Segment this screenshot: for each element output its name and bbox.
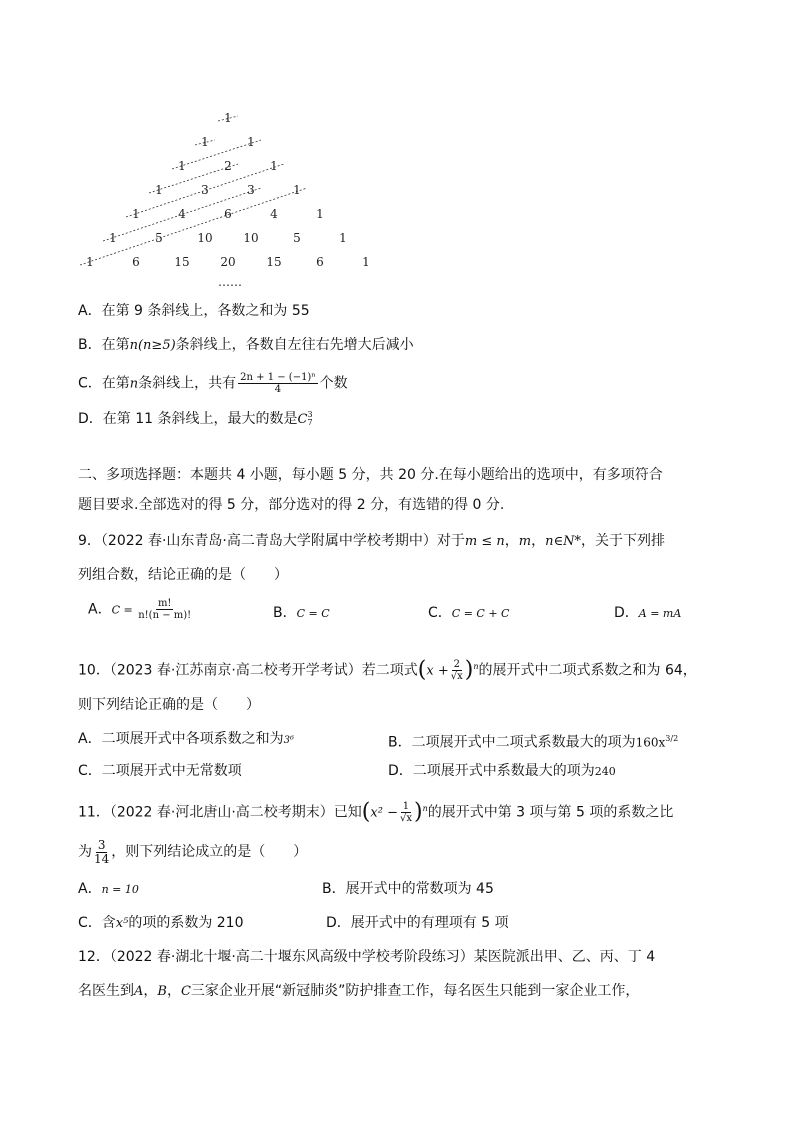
- q11-numerator: 1: [402, 801, 410, 813]
- q10-denominator: √x: [450, 671, 463, 683]
- q11-a-math: n = 10: [101, 883, 139, 896]
- q10-stem-line1: 10．（2023 春·江苏南京·高二校考开学考试）若二项式(x + $\frac{2}{√x}$ )$^n$的展开式中二项式系数之和为 64，: [78, 657, 697, 683]
- section2-line2: 题目要求.全部选对的得 5 分，部分选对的得 2 分，有选错的得 0 分.: [78, 497, 505, 513]
- q8-d-sup: 3: [307, 410, 313, 419]
- q9-sep-2: ，: [531, 533, 546, 549]
- triangle-number: 1: [316, 207, 324, 221]
- q9-condition-1: m ≤ n: [464, 534, 505, 549]
- triangle-number: 6: [132, 255, 140, 269]
- triangle-number: 1: [109, 231, 117, 245]
- triangle-number: 1: [132, 207, 140, 221]
- q9-option-a: A．C = $\frac{m!}{n!(n - m)!}$: [88, 598, 192, 621]
- q10-power: n: [473, 662, 479, 671]
- q11-ratio: [94, 839, 109, 866]
- q11-power: n: [422, 804, 428, 813]
- triangle-number: 1: [247, 135, 255, 149]
- q8-d-sub: 7: [307, 418, 313, 427]
- q8-b-prefix: B．在第: [78, 337, 130, 353]
- q10-option-c: C．二项展开式中无常数项: [78, 763, 242, 779]
- q9-c-math: C = C + C: [451, 607, 510, 620]
- q9-a-label: A．: [88, 601, 112, 618]
- q8-option-d: [78, 410, 313, 429]
- q10-option-b: [388, 730, 678, 752]
- triangle-number: 1: [362, 255, 370, 269]
- q11-c-suffix: 的项的系数为 210: [128, 915, 244, 931]
- q9-stem-prefix: 9．（2022 春·山东青岛·高二青岛大学附属中学校考期中）对于: [78, 533, 465, 549]
- q12-company-c: C: [180, 984, 191, 999]
- triangle-number: 10: [243, 231, 259, 245]
- triangle-numbers: [86, 111, 370, 269]
- triangle-number: 6: [224, 207, 232, 221]
- q10-stem-line2: 则下列结论正确的是（ ）: [78, 697, 260, 713]
- triangle-number: 2: [224, 159, 232, 173]
- q8-option-b: [78, 336, 414, 355]
- q8-b-suffix: 条斜线上，各数自左往右先增大后减小: [175, 337, 414, 353]
- section2-line1: 二、多项选择题：本题共 4 小题，每小题 5 分，共 20 分.在每小题给出的选项中，有多项符合: [78, 467, 663, 483]
- q8-b-condition: (n≥5): [137, 338, 176, 353]
- q9-a-fraction: [138, 598, 191, 621]
- q11-option-c: [78, 914, 244, 933]
- q12-line1: 12．（2022 春·湖北十堰·高二十堰东风高级中学校考阶段练习）某医院派出甲、乙、丙、丁 4: [78, 949, 656, 965]
- q11-stem-line2: [78, 838, 307, 866]
- q8-d-c: C: [297, 412, 308, 427]
- q9-c-label: C．: [428, 605, 452, 621]
- q11-c-prefix: C．含: [78, 915, 116, 931]
- q11-denominator: √x: [399, 813, 412, 825]
- q11-option-a: [78, 880, 139, 899]
- q9-sep-1: ，: [504, 533, 519, 549]
- q11-option-b: B．展开式中的常数项为 45: [322, 881, 494, 897]
- q9-d-label: D．: [614, 605, 639, 621]
- diagonal-line: [80, 188, 307, 265]
- q8-option-c: [78, 372, 348, 395]
- triangle-number: 1: [178, 159, 186, 173]
- q10-stem-prefix: 10．（2023 春·江苏南京·高二校考开学考试）若二项式: [78, 662, 418, 679]
- q10-b-exponent: 3/2: [665, 734, 679, 743]
- q11-expr: x² −: [370, 805, 398, 821]
- triangle-number: 5: [155, 231, 163, 245]
- q8-c-n: n: [129, 376, 139, 392]
- q10-a-value: 3⁶: [283, 735, 294, 746]
- q8-d-scripts: [307, 411, 312, 427]
- q8-c-fraction: [238, 372, 318, 395]
- triangle-number: 15: [174, 255, 190, 269]
- triangle-number: 1: [224, 111, 232, 125]
- q11-stem-line1: 11．（2022 春·河北唐山·高二校考期末）已知(x² − $\frac{1}{√x}$ )$^n$的展开式中第 3 项与第 5 项的系数之比: [78, 799, 674, 825]
- triangle-ellipsis: ……: [218, 275, 242, 289]
- q9-option-b: [273, 604, 330, 623]
- q12-company-a: A: [134, 984, 144, 999]
- q8-c-suffix: 个数: [319, 375, 348, 392]
- triangle-number: 10: [197, 231, 213, 245]
- triangle-number: 6: [316, 255, 324, 269]
- q11-stem-suffix: 的展开式中第 3 项与第 5 项的系数之比: [427, 804, 674, 821]
- q9-stem-line1: [78, 532, 665, 551]
- triangle-number: 1: [86, 255, 94, 269]
- q10-option-d: [388, 762, 616, 781]
- q11-ratio-numerator: 3: [97, 837, 106, 852]
- triangle-number: 4: [178, 207, 186, 221]
- triangle-number: 1: [293, 183, 301, 197]
- q9-condition-3: n∈N*: [545, 534, 581, 549]
- q12-line2: 名医生到A，B，C三家企业开展“新冠肺炎”防护排查工作，每名医生只能到一家企业工作，: [78, 983, 640, 999]
- q8-d-prefix: D．在第 11 条斜线上，最大的数是: [78, 411, 298, 427]
- q10-fraction: [451, 659, 463, 682]
- q8-c-denominator: 4: [274, 384, 282, 395]
- triangle-number: 5: [293, 231, 301, 245]
- q10-a-text: A．二项展开式中各项系数之和为: [78, 731, 284, 747]
- q11-c-math: x⁵: [115, 916, 129, 931]
- pascal-triangle-figure: [70, 108, 390, 298]
- q9-a-lhs: C: [111, 603, 120, 617]
- q12-line2-suffix: 三家企业开展“新冠肺炎”防护排查工作，每名医生只能到一家企业工作，: [190, 983, 640, 999]
- q11-fraction: [400, 801, 412, 824]
- triangle-number: 4: [270, 207, 278, 221]
- q8-c-prefix: C．在第: [78, 375, 130, 392]
- q10-option-a: [78, 730, 294, 750]
- q9-a-numerator: m!: [157, 598, 172, 609]
- triangle-number: 20: [220, 255, 236, 269]
- triangle-number: 1: [339, 231, 347, 245]
- q10-d-value: 240: [594, 765, 616, 778]
- q10-numerator: 2: [453, 659, 460, 671]
- q10-x: x +: [426, 663, 449, 679]
- q10-stem-suffix: 的展开式中二项式系数之和为 64，: [478, 662, 697, 679]
- q9-d-math: A = mA: [638, 607, 682, 620]
- q11-stem-prefix: 11．（2022 春·河北唐山·高二校考期末）已知: [78, 804, 362, 821]
- q8-option-a: A．在第 9 条斜线上，各数之和为 55: [78, 303, 310, 319]
- q9-condition-2: m: [518, 534, 532, 549]
- q9-b-math: C = C: [296, 607, 330, 620]
- q10-b-value: 160x: [635, 735, 666, 750]
- q12-company-b: B: [157, 984, 167, 999]
- q10-b-text: B．二项展开式中二项式系数最大的项为: [388, 734, 636, 751]
- q11-a-label: A．: [78, 881, 102, 897]
- q10-d-text: D．二项展开式中系数最大的项为: [388, 763, 595, 779]
- triangle-number: 1: [201, 135, 209, 149]
- triangle-number: 1: [155, 183, 163, 197]
- triangle-number: 3: [201, 183, 209, 197]
- q8-b-n: n: [129, 338, 138, 353]
- q11-ratio-denominator: 14: [94, 851, 110, 866]
- q8-c-numerator: 2n + 1 − (−1)ⁿ: [240, 372, 316, 383]
- q11-stem2-suffix: ，则下列结论成立的是（ ）: [111, 844, 308, 860]
- q9-b-label: B．: [273, 605, 297, 621]
- q9-option-d: [614, 604, 681, 623]
- q9-stem-line2: 列组合数，结论正确的是（ ）: [78, 567, 288, 583]
- q11-stem2-prefix: 为: [78, 844, 92, 860]
- triangle-number: 15: [266, 255, 282, 269]
- q9-a-denominator: n!(n − m)!: [138, 610, 192, 621]
- q11-option-d: D．展开式中的有理项有 5 项: [326, 915, 509, 931]
- q8-c-middle: 条斜线上，共有: [138, 375, 237, 392]
- q9-option-c: [428, 604, 509, 623]
- q12-line2-prefix: 名医生到: [78, 983, 134, 999]
- triangle-number: 1: [270, 159, 278, 173]
- triangle-number: 3: [247, 183, 255, 197]
- q9-stem-suffix: ，关于下列排: [580, 533, 665, 549]
